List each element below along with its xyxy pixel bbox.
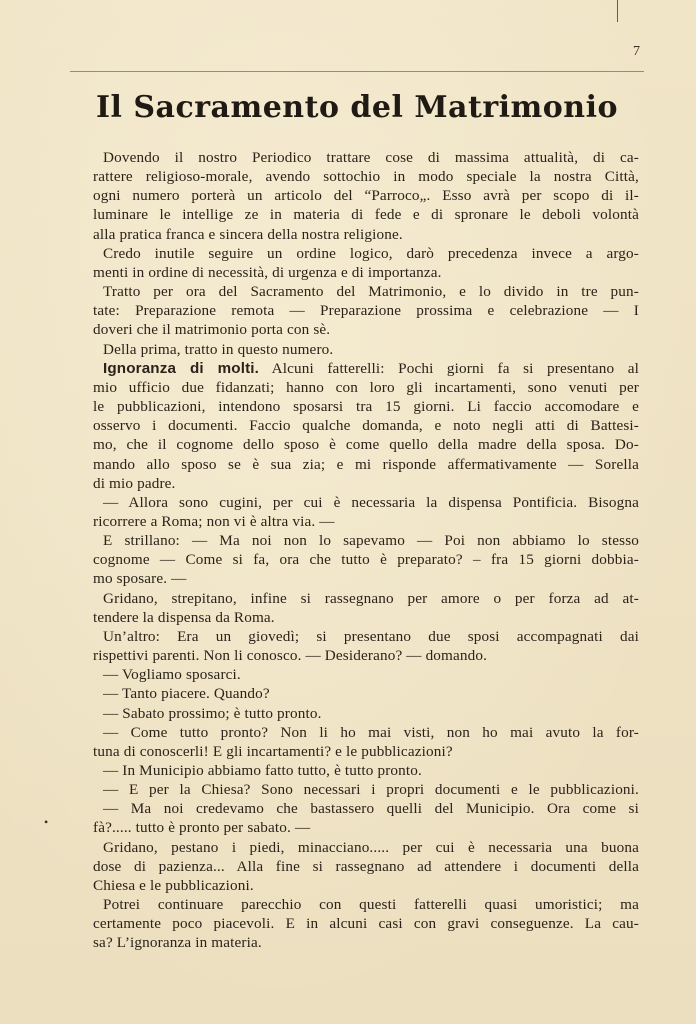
text-line: Credo inutile seguire un ordine logico, darò precedenza invece a argo-: [103, 244, 639, 262]
text-line: tuna di conoscerli! E gli incartamenti? e le pubblicazioni?: [93, 742, 453, 760]
text-line: Gridano, pestano i piedi, minacciano..... per cui è necessaria una buona: [103, 838, 639, 856]
page-edge-mark: [617, 0, 618, 22]
text-line: dose di pazienza... Alla fine si rassegnano ad attendere i documenti della: [93, 857, 639, 875]
text-line: — Come tutto pronto? Non li ho mai visti, non ho mai avuto la for-: [103, 723, 639, 741]
text-line: alla pratica franca e sincera della nostra religione.: [93, 225, 403, 243]
text-line: mo sposare. —: [93, 570, 187, 588]
text-line: tendere la dispensa da Roma.: [93, 608, 275, 626]
text-line: menti in ordine di necessità, di urgenza e di importanza.: [93, 263, 442, 281]
text-line: Ignoranza di molti. Alcuni fatterelli: Pochi giorni fa si presentano al: [103, 359, 639, 377]
article-title: Il Sacramento del Matrimonio: [95, 90, 619, 125]
text-line: mio ufficio due fidanzati; hanno con loro gli incartamenti, sono venuti per: [93, 378, 639, 396]
text-line: Dovendo il nostro Periodico trattare cose di massima attualità, di ca-: [103, 149, 639, 166]
margin-mark: •: [44, 815, 49, 829]
section-lead: Ignoranza di molti.: [103, 359, 260, 377]
text-line: Gridano, strepitano, infine si rassegnano per amore o per forza ad at-: [103, 589, 639, 607]
page-number: 7: [633, 44, 640, 59]
text-line: cognome — Come si fa, ora che tutto è preparato? – fra 15 giorni dobbia-: [93, 551, 639, 569]
text-line: fà?..... tutto è pronto per sabato. —: [93, 819, 311, 837]
text-line: ogni numero porterà un articolo del “Parroco„. Esso avrà per scopo di il-: [93, 187, 639, 205]
article-body: [93, 148, 639, 953]
text-line: Un’altro: Era un giovedì; si presentano due sposi accompagnati dai: [103, 627, 639, 645]
text-line: rattere religioso-morale, avendo sottochio in modo speciale la nostra Città,: [93, 168, 639, 186]
text-line: — Tanto piacere. Quando?: [103, 685, 270, 703]
text-line: — Allora sono cugini, per cui è necessaria la dispensa Pontificia. Bisogna: [103, 493, 639, 511]
text-line: Della prima, tratto in questo numero.: [103, 340, 334, 358]
text-line: rispettivi parenti. Non li conosco. — Desiderano? — domando.: [93, 647, 488, 665]
text-line: — Ma noi credevamo che bastassero quelli del Municipio. Ora come si: [103, 800, 639, 818]
text-line: osservo i documenti. Faccio qualche domanda, e noto negli atti di Battesi-: [93, 417, 639, 435]
text-line: di mio padre.: [93, 474, 176, 492]
text-line: E strillano: — Ma noi non lo sapevamo — Poi non abbiamo lo stesso: [103, 532, 639, 550]
text-line: le pubblicazioni, intendono sposarsi tra 15 giorni. Li faccio accomodare e: [93, 398, 639, 416]
text-line: — Vogliamo sposarci.: [103, 666, 241, 684]
text-line: luminare le intellige ze in materia di fede e di spronare le deboli volontà: [93, 206, 639, 224]
text-line: certamente poco piacevoli. E in alcuni casi con gravi conseguenze. La cau-: [93, 915, 639, 933]
text-line: mando allo sposo se è sua zia; e mi risponde affermativamente — Sorella: [93, 455, 639, 473]
text-line: — Sabato prossimo; è tutto pronto.: [103, 704, 322, 722]
text-line: sa? L’ignoranza in materia.: [93, 934, 262, 952]
text-line: Potrei continuare parecchio con questi fatterelli quasi umoristici; ma: [103, 896, 639, 914]
text-line: — E per la Chiesa? Sono necessari i propri documenti e le pubblicazioni.: [103, 781, 639, 799]
text-line: — In Municipio abbiamo fatto tutto, è tutto pronto.: [103, 762, 422, 779]
text-line: doveri che il matrimonio porta con sè.: [93, 321, 331, 339]
text-line: tate: Preparazione remota — Preparazione prossima e celebrazione — I: [93, 302, 639, 320]
header-rule: [70, 71, 644, 72]
text-line: Tratto per ora del Sacramento del Matrimonio, e lo divido in tre pun-: [103, 283, 639, 301]
text-line: mo, che il cognome dello sposo è come quello della madre della sposa. Do-: [93, 436, 639, 454]
text-line: Chiesa e le pubblicazioni.: [93, 876, 254, 894]
text-line: ricorrere a Roma; non vi è altra via. —: [93, 512, 335, 530]
